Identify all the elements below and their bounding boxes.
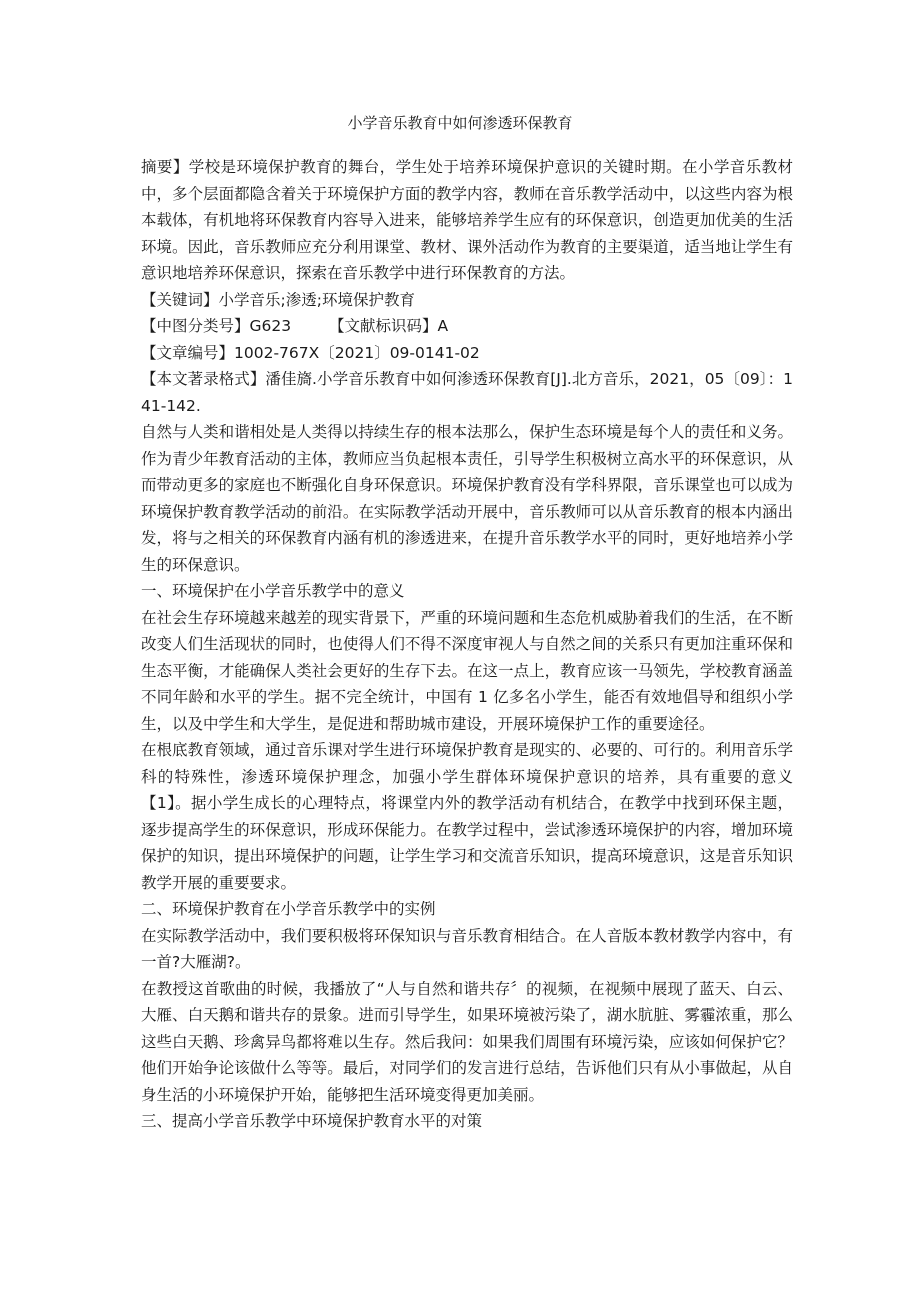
- clc-number: 【中图分类号】G623: [141, 317, 292, 335]
- section-heading-2: 二、环境保护教育在小学音乐教学中的实例: [141, 900, 436, 918]
- section-heading-3: 三、提高小学音乐教学中环境保护教育水平的对策: [141, 1112, 483, 1130]
- section2-paragraph-1: 在实际教学活动中，我们要积极将环保知识与音乐教育相结合。在人音版本教材教学内容中，有一首?大雁湖?。: [141, 926, 793, 971]
- classification-line: [141, 313, 793, 366]
- article-number: 【文章编号】1002-767X〔2021〕09-0141-02: [141, 343, 480, 362]
- section1-paragraph-1: 在社会生存环境越来越差的现实背景下，严重的环境问题和生态危机威胁着我们的生活，在不断改变人们生活现状的同时，也使得人们不得不深度审视人与自然之间的关系只有更加注重环保和生态平衡，才能确保人类社会更好的生存下去。在这一点上，教育应该一马领先，学校教育涵盖不同年龄和水平的学生。据不完全统计，中国有 1 亿多名小学生，能否有效地倡导和组织小学生，以及中学生和大学生，是促进和帮助城市建设，开展环境保护工作的重要途径。: [141, 608, 793, 733]
- document-code: 【文献标识码】A: [329, 317, 449, 335]
- citation-format: 【本文著录格式】潘佳旖.小学音乐教育中如何渗透环保教育[J].北方音乐，2021，05〔09〕：141-142.: [141, 370, 793, 415]
- document-body: [141, 154, 793, 1135]
- section2-paragraph-2: 在教授这首歌曲的时候，我播放了“人与自然和谐共存〞的视频，在视频中展现了蓝天、白云、大雁、白天鹅和谐共存的景象。进而引导学生，如果环境被污染了，湖水肮脏、雾霾浓重，那么这些白天鹅、珍禽异鸟都将难以生存。然后我问：如果我们周围有环境污染，应该如何保护它？他们开始争论该做什么等等。最后，对同学们的发言进行总结，告诉他们只有从小事做起，从自身生活的小环境保护开始，能够把生活环境变得更加美丽。: [141, 979, 793, 1104]
- section-heading-1: 一、环境保护在小学音乐教学中的意义: [141, 582, 405, 600]
- document-title: 小学音乐教育中如何渗透环保教育: [347, 114, 573, 132]
- abstract-paragraph: 摘要】学校是环境保护教育的舞台，学生处于培养环境保护意识的关键时期。在小学音乐教材中，多个层面都隐含着关于环境保护方面的教学内容，教师在音乐教学活动中，以这些内容为根本载体，有机地将环保教育内容导入进来，能够培养学生应有的环保意识，创造更加优美的生活环境。因此，音乐教师应充分利用课堂、教材、课外活动作为教育的主要渠道，适当地让学生有意识地培养环保意识，探索在音乐教学中进行环保教育的方法。: [141, 158, 793, 282]
- intro-paragraph: 自然与人类和谐相处是人类得以持续生存的根本法那么，保护生态环境是每个人的责任和义务。作为青少年教育活动的主体，教师应当负起根本责任，引导学生积极树立高水平的环保意识，从而带动更多的家庭也不断强化自身环保意识。环境保护教育没有学科界限，音乐课堂也可以成为环境保护教育教学活动的前沿。在实际教学活动开展中，音乐教师可以从音乐教育的根本内涵出发，将与之相关的环保教育内涵有机的渗透进来，在提升音乐教学水平的同时，更好地培养小学生的环保意识。: [141, 423, 793, 574]
- section1-paragraph-2: 在根底教育领域，通过音乐课对学生进行环境保护教育是现实的、必要的、可行的。利用音乐学科的特殊性，渗透环境保护理念，加强小学生群体环境保护意识的培养，具有重要的意义【1】。据小学生成长的心理特点，将课堂内外的教学活动有机结合，在教学中找到环保主题，逐步提高学生的环保意识，形成环保能力。在教学过程中，尝试渗透环境保护的内容，增加环境保护的知识，提出环境保护的问题，让学生学习和交流音乐知识，提高环境意识，这是音乐知识教学开展的重要要求。: [141, 741, 793, 892]
- keywords-line: 【关键词】小学音乐;渗透;环境保护教育: [141, 290, 415, 309]
